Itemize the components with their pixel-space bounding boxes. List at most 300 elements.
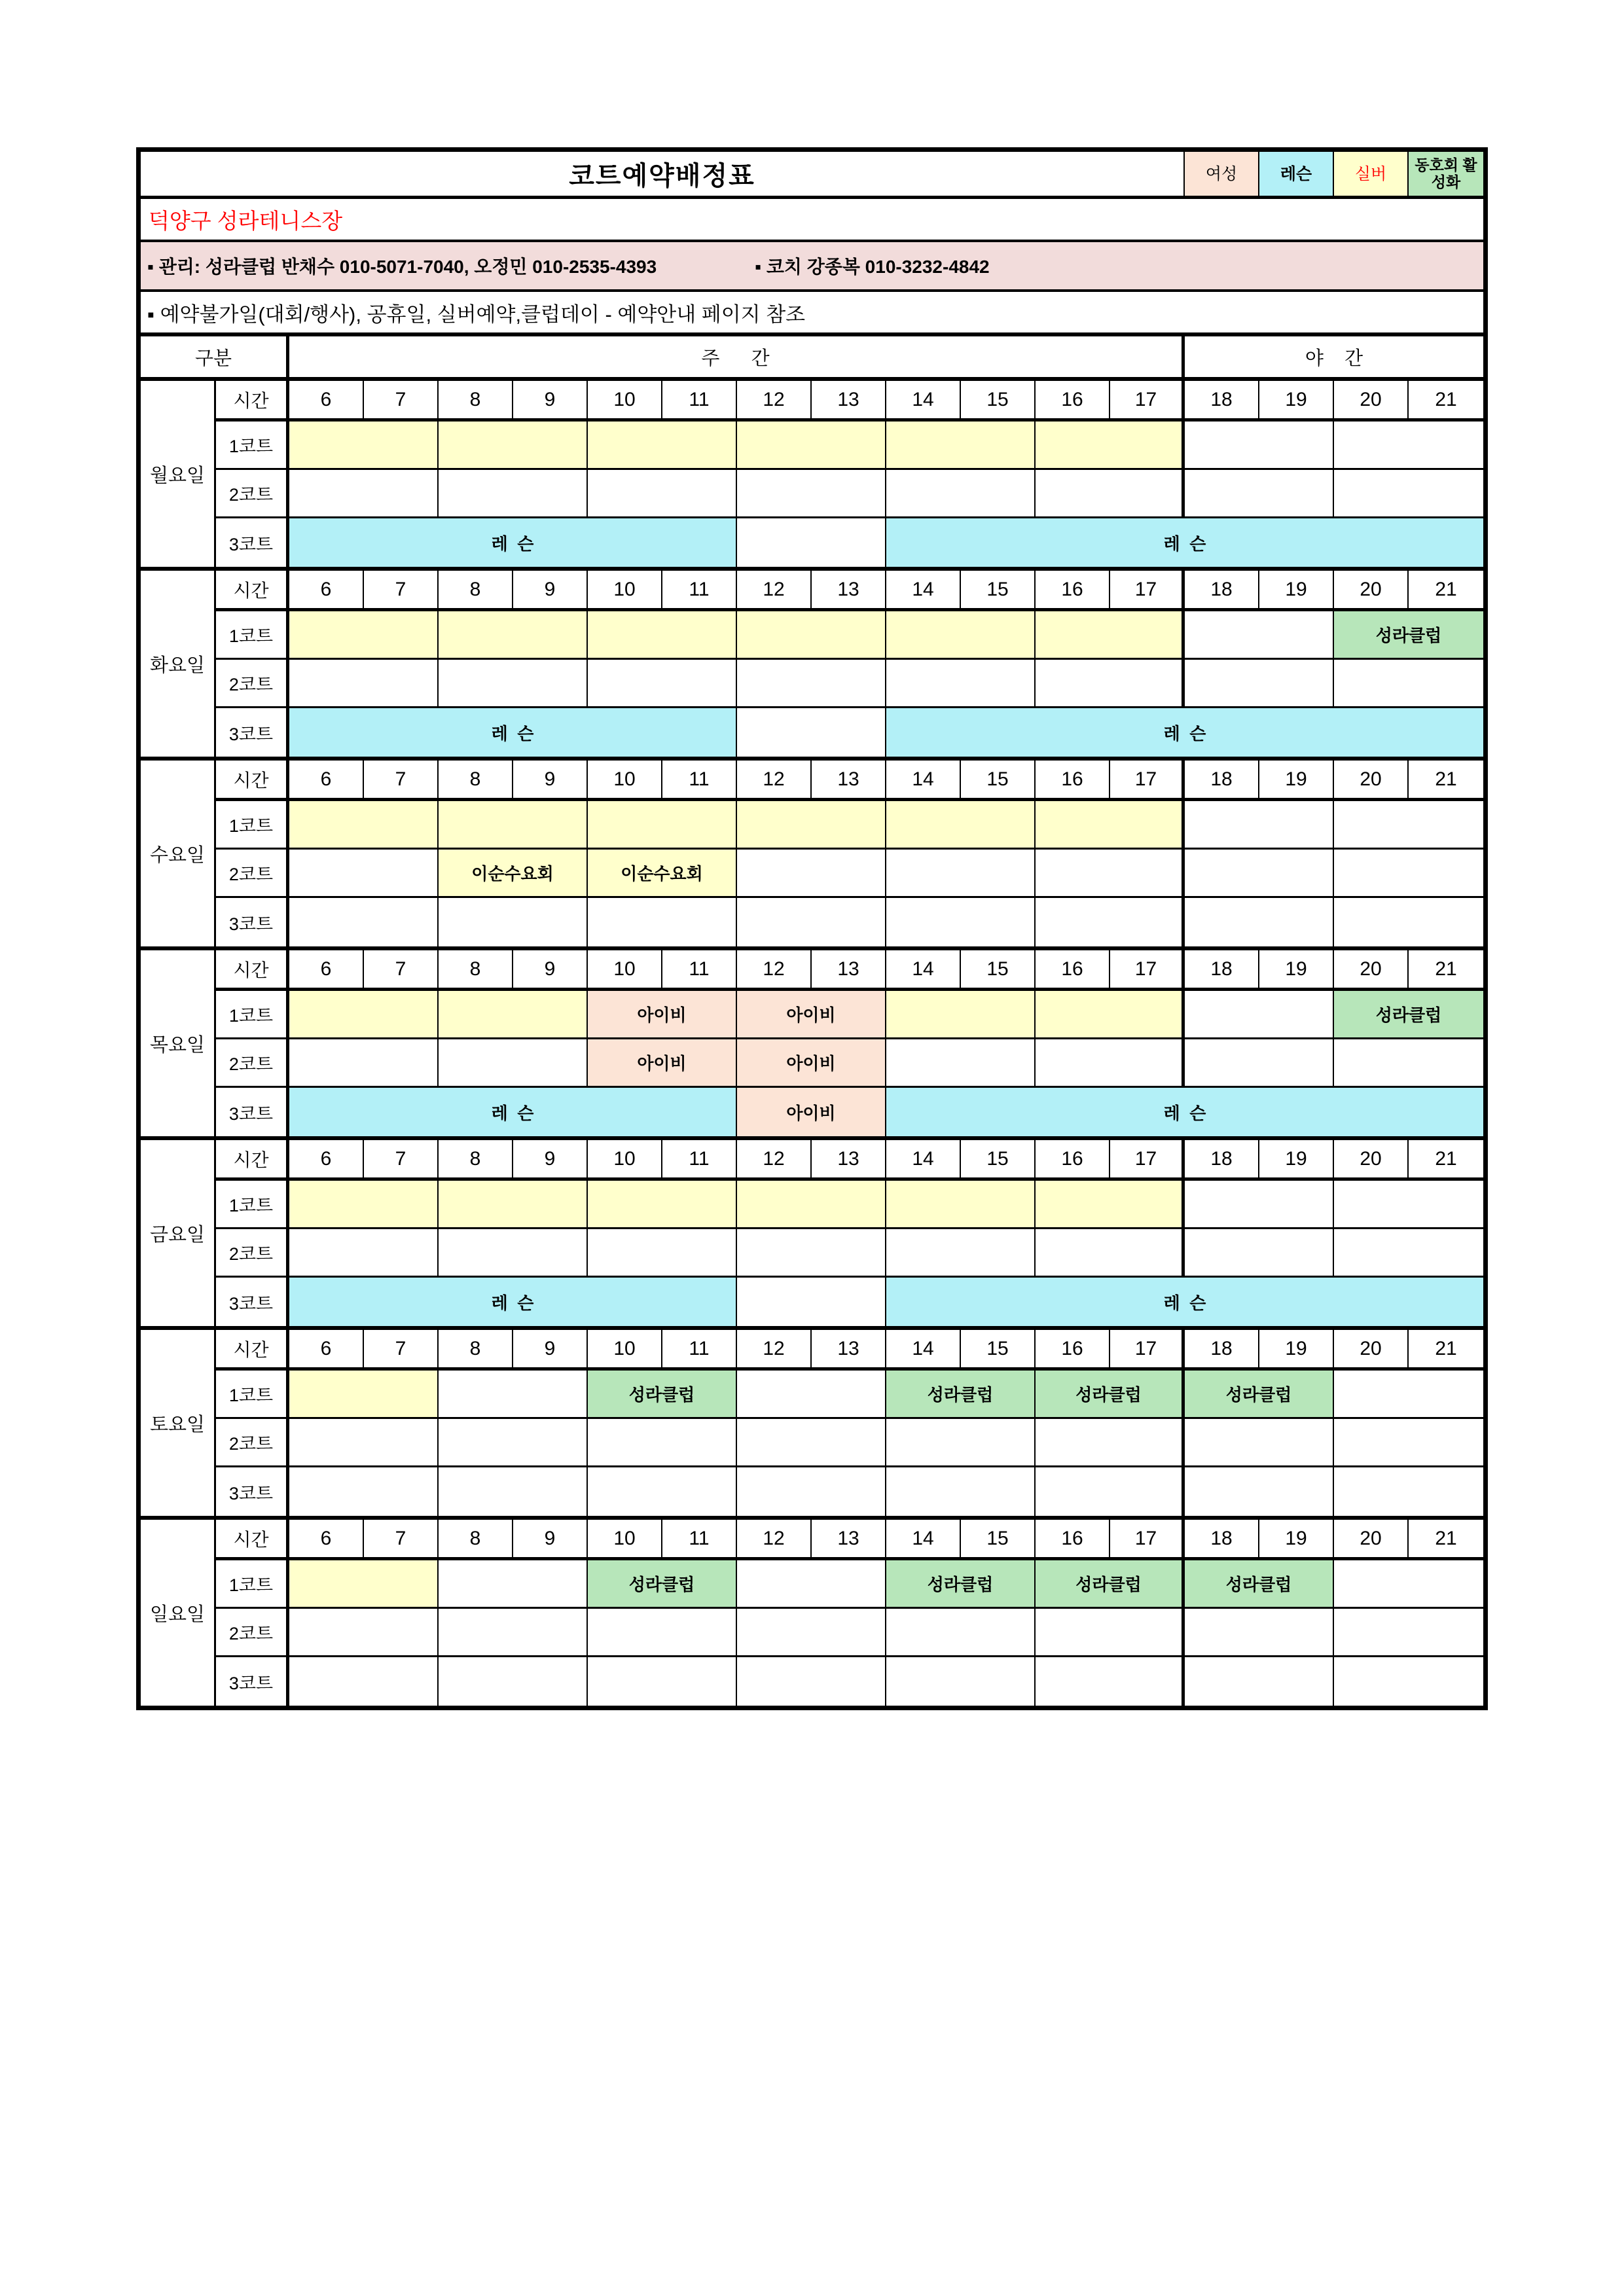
hour-cell: 19 — [1259, 761, 1334, 801]
empty-cell — [1185, 1229, 1334, 1278]
empty-cell — [439, 1657, 588, 1706]
hour-cell: 7 — [364, 950, 439, 991]
booking-cell: 레 슨 — [289, 708, 737, 757]
empty-cell — [886, 1419, 1036, 1467]
booking-cell: 아이비 — [737, 1039, 886, 1088]
empty-cell — [886, 611, 1036, 660]
empty-cell — [1185, 1609, 1334, 1657]
hour-cell: 19 — [1259, 1330, 1334, 1371]
empty-cell — [588, 422, 737, 470]
hour-cell: 18 — [1185, 381, 1259, 422]
empty-cell — [1334, 801, 1483, 850]
empty-cell — [289, 801, 439, 850]
empty-cell — [289, 1039, 439, 1088]
empty-cell — [737, 660, 886, 708]
hour-cell: 12 — [737, 761, 812, 801]
empty-cell — [588, 660, 737, 708]
hour-cell: 8 — [439, 381, 513, 422]
empty-cell — [1334, 660, 1483, 708]
admin-coach: ▪ 코치 강종복 010-3232-4842 — [755, 257, 990, 277]
hour-cell: 18 — [1185, 1140, 1259, 1181]
empty-cell — [886, 898, 1036, 946]
empty-cell — [1036, 1039, 1185, 1088]
empty-cell — [1036, 1467, 1185, 1516]
empty-cell — [289, 470, 439, 518]
empty-cell — [737, 1609, 886, 1657]
hour-cell: 9 — [513, 1520, 588, 1560]
empty-cell — [439, 801, 588, 850]
hour-cell: 14 — [886, 761, 961, 801]
empty-cell — [289, 1609, 439, 1657]
hour-cell: 15 — [961, 1520, 1036, 1560]
empty-cell — [1334, 850, 1483, 898]
court-reservation-sheet — [136, 147, 1488, 1710]
hour-cell: 13 — [812, 1330, 886, 1371]
schedule-days — [141, 381, 1483, 1706]
empty-cell — [886, 1467, 1036, 1516]
notice-text: ▪ 예약불가일(대회/행사), 공휴일, 실버예약,클럽데이 - 예약안내 페이지 참조 — [147, 302, 806, 326]
hour-cell: 8 — [439, 1520, 513, 1560]
hour-cell: 19 — [1259, 571, 1334, 611]
time-label: 시간 — [216, 761, 289, 801]
empty-cell — [737, 801, 886, 850]
court-label: 1코트 — [216, 801, 289, 850]
hour-cell: 16 — [1036, 1520, 1110, 1560]
hour-cell: 20 — [1334, 950, 1409, 991]
hour-cell: 6 — [289, 1330, 364, 1371]
column-header-row — [141, 336, 1483, 381]
empty-cell — [439, 1181, 588, 1229]
hour-cell: 16 — [1036, 1140, 1110, 1181]
hour-cell: 21 — [1409, 571, 1483, 611]
empty-cell — [588, 1419, 737, 1467]
hour-cell: 8 — [439, 950, 513, 991]
empty-cell — [1334, 1371, 1483, 1419]
booking-cell: 성라클럽 — [1334, 611, 1483, 660]
hour-cell: 9 — [513, 381, 588, 422]
time-label: 시간 — [216, 1330, 289, 1371]
booking-cell: 레 슨 — [886, 708, 1483, 757]
empty-cell — [886, 991, 1036, 1039]
court-label: 1코트 — [216, 611, 289, 660]
hour-cell: 17 — [1110, 1140, 1185, 1181]
hour-cell: 9 — [513, 950, 588, 991]
empty-cell — [289, 898, 439, 946]
empty-cell — [1036, 1229, 1185, 1278]
hour-cell: 20 — [1334, 571, 1409, 611]
day-label: 수요일 — [141, 761, 216, 946]
empty-cell — [289, 1657, 439, 1706]
hour-cell: 12 — [737, 1330, 812, 1371]
empty-cell — [737, 1181, 886, 1229]
empty-cell — [588, 1657, 737, 1706]
empty-cell — [737, 1657, 886, 1706]
court-label: 3코트 — [216, 1278, 289, 1326]
empty-cell — [1185, 1467, 1334, 1516]
empty-cell — [588, 801, 737, 850]
day-group-1 — [141, 381, 1483, 571]
hour-cell: 7 — [364, 571, 439, 611]
court-label: 3코트 — [216, 518, 289, 567]
hour-cell: 9 — [513, 571, 588, 611]
hour-cell: 16 — [1036, 571, 1110, 611]
booking-cell: 아이비 — [588, 991, 737, 1039]
hour-cell: 15 — [961, 761, 1036, 801]
hour-cell: 6 — [289, 1520, 364, 1560]
hour-cell: 11 — [662, 761, 737, 801]
legend-club: 동호회 활성화 — [1409, 152, 1483, 196]
booking-cell: 이순수요회 — [588, 850, 737, 898]
hour-cell: 10 — [588, 950, 662, 991]
hour-cell: 18 — [1185, 1330, 1259, 1371]
hour-cell: 21 — [1409, 1330, 1483, 1371]
hour-cell: 8 — [439, 1330, 513, 1371]
day-label: 일요일 — [141, 1520, 216, 1706]
hour-cell: 18 — [1185, 950, 1259, 991]
empty-cell — [289, 1371, 439, 1419]
empty-cell — [737, 1229, 886, 1278]
hour-cell: 7 — [364, 761, 439, 801]
hour-cell: 17 — [1110, 571, 1185, 611]
empty-cell — [886, 850, 1036, 898]
hour-cell: 11 — [662, 1140, 737, 1181]
venue-row — [141, 199, 1483, 242]
empty-cell — [737, 1560, 886, 1609]
empty-cell — [289, 850, 439, 898]
court-label: 1코트 — [216, 422, 289, 470]
hour-cell: 14 — [886, 381, 961, 422]
hour-cell: 15 — [961, 950, 1036, 991]
day-label: 토요일 — [141, 1330, 216, 1516]
hour-cell: 14 — [886, 950, 961, 991]
day-group-5 — [141, 1140, 1483, 1330]
time-label: 시간 — [216, 1140, 289, 1181]
hour-cell: 13 — [812, 1140, 886, 1181]
hour-cell: 19 — [1259, 1520, 1334, 1560]
day-group-2 — [141, 571, 1483, 761]
hour-cell: 17 — [1110, 381, 1185, 422]
empty-cell — [289, 1467, 439, 1516]
empty-cell — [1036, 898, 1185, 946]
empty-cell — [1185, 1419, 1334, 1467]
booking-cell: 레 슨 — [289, 1088, 737, 1136]
hour-cell: 15 — [961, 571, 1036, 611]
empty-cell — [1334, 1181, 1483, 1229]
court-label: 1코트 — [216, 1181, 289, 1229]
booking-cell: 성라클럽 — [588, 1560, 737, 1609]
hour-cell: 11 — [662, 950, 737, 991]
empty-cell — [737, 518, 886, 567]
court-label: 2코트 — [216, 1229, 289, 1278]
court-label: 1코트 — [216, 1560, 289, 1609]
hour-cell: 10 — [588, 761, 662, 801]
booking-cell: 아이비 — [588, 1039, 737, 1088]
time-label: 시간 — [216, 1520, 289, 1560]
hour-cell: 12 — [737, 1140, 812, 1181]
empty-cell — [1185, 611, 1334, 660]
hour-cell: 14 — [886, 571, 961, 611]
hour-cell: 9 — [513, 761, 588, 801]
empty-cell — [439, 898, 588, 946]
hour-cell: 6 — [289, 761, 364, 801]
empty-cell — [1185, 422, 1334, 470]
hour-cell: 21 — [1409, 761, 1483, 801]
hour-cell: 19 — [1259, 1140, 1334, 1181]
hour-cell: 18 — [1185, 571, 1259, 611]
title-row — [141, 152, 1483, 199]
booking-cell: 레 슨 — [886, 1088, 1483, 1136]
hour-cell: 13 — [812, 1520, 886, 1560]
empty-cell — [588, 1609, 737, 1657]
hour-cell: 11 — [662, 381, 737, 422]
hour-cell: 15 — [961, 1140, 1036, 1181]
hour-cell: 9 — [513, 1140, 588, 1181]
empty-cell — [737, 470, 886, 518]
hour-cell: 16 — [1036, 1330, 1110, 1371]
empty-cell — [588, 1181, 737, 1229]
hour-cell: 10 — [588, 1330, 662, 1371]
empty-cell — [1036, 1657, 1185, 1706]
empty-cell — [439, 991, 588, 1039]
booking-cell: 이순수요회 — [439, 850, 588, 898]
time-label: 시간 — [216, 571, 289, 611]
booking-cell: 성라클럽 — [1185, 1560, 1334, 1609]
hour-cell: 20 — [1334, 1140, 1409, 1181]
empty-cell — [737, 1371, 886, 1419]
empty-cell — [737, 611, 886, 660]
empty-cell — [737, 850, 886, 898]
hour-cell: 7 — [364, 381, 439, 422]
hour-cell: 7 — [364, 1520, 439, 1560]
day-label: 화요일 — [141, 571, 216, 757]
hour-cell: 21 — [1409, 381, 1483, 422]
hour-cell: 20 — [1334, 381, 1409, 422]
hour-cell: 6 — [289, 571, 364, 611]
hour-cell: 14 — [886, 1330, 961, 1371]
empty-cell — [439, 611, 588, 660]
empty-cell — [1036, 801, 1185, 850]
empty-cell — [289, 1181, 439, 1229]
court-label: 2코트 — [216, 470, 289, 518]
empty-cell — [1036, 611, 1185, 660]
hour-cell: 6 — [289, 381, 364, 422]
empty-cell — [1185, 991, 1334, 1039]
empty-cell — [439, 1609, 588, 1657]
page-title: 코트예약배정표 — [141, 152, 1185, 196]
empty-cell — [1334, 1419, 1483, 1467]
legend-women: 여성 — [1185, 152, 1259, 196]
hour-cell: 19 — [1259, 950, 1334, 991]
booking-cell: 성라클럽 — [1036, 1371, 1185, 1419]
empty-cell — [588, 898, 737, 946]
empty-cell — [1185, 850, 1334, 898]
empty-cell — [886, 1609, 1036, 1657]
court-label: 2코트 — [216, 1039, 289, 1088]
empty-cell — [886, 470, 1036, 518]
legend-lesson: 레슨 — [1259, 152, 1334, 196]
empty-cell — [439, 660, 588, 708]
hour-cell: 19 — [1259, 381, 1334, 422]
empty-cell — [1334, 1039, 1483, 1088]
empty-cell — [1334, 1229, 1483, 1278]
booking-cell: 성라클럽 — [1334, 991, 1483, 1039]
empty-cell — [588, 1467, 737, 1516]
hour-cell: 12 — [737, 950, 812, 991]
empty-cell — [737, 708, 886, 757]
empty-cell — [289, 1419, 439, 1467]
empty-cell — [1185, 1181, 1334, 1229]
empty-cell — [1334, 898, 1483, 946]
empty-cell — [1036, 660, 1185, 708]
booking-cell: 아이비 — [737, 1088, 886, 1136]
hour-cell: 14 — [886, 1520, 961, 1560]
hour-cell: 20 — [1334, 761, 1409, 801]
day-group-7 — [141, 1520, 1483, 1706]
court-label: 2코트 — [216, 660, 289, 708]
empty-cell — [1185, 1657, 1334, 1706]
hour-cell: 13 — [812, 950, 886, 991]
admin-row — [141, 242, 1483, 292]
booking-cell: 성라클럽 — [886, 1371, 1036, 1419]
hour-cell: 16 — [1036, 761, 1110, 801]
court-label: 3코트 — [216, 1657, 289, 1706]
empty-cell — [1334, 1657, 1483, 1706]
court-label: 1코트 — [216, 1371, 289, 1419]
day-label: 월요일 — [141, 381, 216, 567]
hour-cell: 7 — [364, 1330, 439, 1371]
empty-cell — [1334, 470, 1483, 518]
hour-cell: 17 — [1110, 1330, 1185, 1371]
empty-cell — [886, 1181, 1036, 1229]
hour-cell: 6 — [289, 1140, 364, 1181]
hour-cell: 21 — [1409, 1140, 1483, 1181]
hour-cell: 10 — [588, 1520, 662, 1560]
empty-cell — [439, 470, 588, 518]
empty-cell — [588, 1229, 737, 1278]
hour-cell: 7 — [364, 1140, 439, 1181]
court-label: 3코트 — [216, 708, 289, 757]
hour-cell: 15 — [961, 1330, 1036, 1371]
empty-cell — [737, 898, 886, 946]
empty-cell — [289, 422, 439, 470]
hour-cell: 18 — [1185, 761, 1259, 801]
booking-cell: 레 슨 — [886, 1278, 1483, 1326]
empty-cell — [886, 1229, 1036, 1278]
day-label: 금요일 — [141, 1140, 216, 1326]
booking-cell: 레 슨 — [289, 518, 737, 567]
hour-cell: 16 — [1036, 381, 1110, 422]
daytime-header: 주 간 — [289, 336, 1185, 377]
hour-cell: 21 — [1409, 1520, 1483, 1560]
empty-cell — [1036, 422, 1185, 470]
empty-cell — [588, 470, 737, 518]
court-label: 3코트 — [216, 1467, 289, 1516]
time-label: 시간 — [216, 950, 289, 991]
court-label: 1코트 — [216, 991, 289, 1039]
hour-cell: 13 — [812, 571, 886, 611]
hour-cell: 15 — [961, 381, 1036, 422]
empty-cell — [439, 1419, 588, 1467]
booking-cell: 레 슨 — [886, 518, 1483, 567]
empty-cell — [737, 422, 886, 470]
empty-cell — [439, 1467, 588, 1516]
empty-cell — [1334, 1560, 1483, 1609]
gubun-header: 구분 — [141, 336, 289, 377]
court-label: 2코트 — [216, 1609, 289, 1657]
notice-row — [141, 292, 1483, 336]
empty-cell — [737, 1419, 886, 1467]
empty-cell — [886, 1039, 1036, 1088]
nighttime-header: 야 간 — [1305, 348, 1363, 369]
empty-cell — [1185, 898, 1334, 946]
booking-cell: 아이비 — [737, 991, 886, 1039]
empty-cell — [439, 1371, 588, 1419]
hour-cell: 12 — [737, 571, 812, 611]
day-label: 목요일 — [141, 950, 216, 1136]
hour-cell: 11 — [662, 571, 737, 611]
hour-cell: 18 — [1185, 1520, 1259, 1560]
empty-cell — [289, 991, 439, 1039]
empty-cell — [289, 1229, 439, 1278]
empty-cell — [439, 1039, 588, 1088]
hour-cell: 14 — [886, 1140, 961, 1181]
hour-cell: 10 — [588, 1140, 662, 1181]
empty-cell — [1185, 801, 1334, 850]
hour-cell: 17 — [1110, 1520, 1185, 1560]
empty-cell — [1334, 1609, 1483, 1657]
hour-cell: 8 — [439, 571, 513, 611]
empty-cell — [886, 801, 1036, 850]
booking-cell: 레 슨 — [289, 1278, 737, 1326]
empty-cell — [1036, 470, 1185, 518]
court-label: 2코트 — [216, 1419, 289, 1467]
hour-cell: 12 — [737, 1520, 812, 1560]
hour-cell: 20 — [1334, 1520, 1409, 1560]
hour-cell: 17 — [1110, 950, 1185, 991]
empty-cell — [1334, 422, 1483, 470]
hour-cell: 13 — [812, 381, 886, 422]
empty-cell — [886, 1657, 1036, 1706]
hour-cell: 10 — [588, 571, 662, 611]
empty-cell — [1334, 1467, 1483, 1516]
day-group-4 — [141, 950, 1483, 1140]
hour-cell: 9 — [513, 1330, 588, 1371]
empty-cell — [1185, 470, 1334, 518]
empty-cell — [1036, 1609, 1185, 1657]
empty-cell — [289, 611, 439, 660]
empty-cell — [439, 1560, 588, 1609]
empty-cell — [588, 611, 737, 660]
booking-cell: 성라클럽 — [886, 1560, 1036, 1609]
empty-cell — [1036, 850, 1185, 898]
hour-cell: 17 — [1110, 761, 1185, 801]
court-label: 2코트 — [216, 850, 289, 898]
empty-cell — [886, 660, 1036, 708]
empty-cell — [886, 422, 1036, 470]
hour-cell: 6 — [289, 950, 364, 991]
hour-cell: 11 — [662, 1520, 737, 1560]
day-group-3 — [141, 761, 1483, 950]
hour-cell: 16 — [1036, 950, 1110, 991]
booking-cell: 성라클럽 — [1185, 1371, 1334, 1419]
hour-cell: 12 — [737, 381, 812, 422]
empty-cell — [737, 1278, 886, 1326]
admin-managers: ▪ 관리: 성라클럽 반채수 010-5071-7040, 오정민 010-2535-4393 — [147, 257, 657, 277]
empty-cell — [1185, 1039, 1334, 1088]
hour-cell: 8 — [439, 1140, 513, 1181]
empty-cell — [289, 1560, 439, 1609]
court-label: 3코트 — [216, 898, 289, 946]
